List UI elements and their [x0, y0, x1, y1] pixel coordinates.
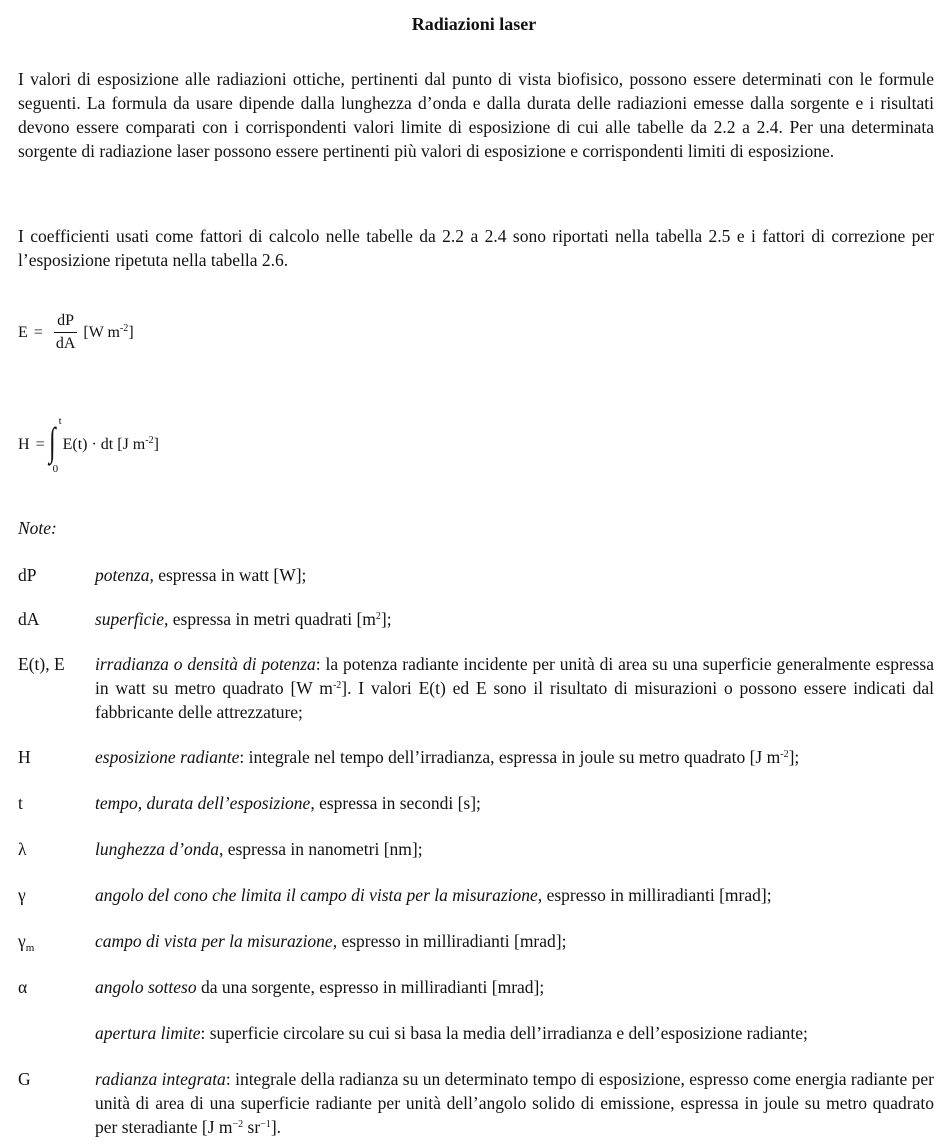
irradiance-formula [18, 312, 134, 353]
formula-h-lhs: H [18, 436, 30, 453]
note-symbol: G [18, 1069, 31, 1089]
note-item-aperture [18, 1021, 934, 1045]
note-item-da [18, 607, 934, 631]
formula-h-body: E(t) · dt [J $m^{-2}$] [62, 435, 159, 453]
note-definition: superficie, espressa in metri quadrati $[m^2]$; [95, 609, 392, 629]
note-definition: tempo, durata dell’esposizione, espressa in secondi [s]; [95, 793, 481, 813]
note-item-alpha [18, 975, 934, 999]
note-symbol: α [18, 977, 28, 997]
document-title: Radiazioni laser [411, 14, 537, 34]
note-item-irradiance [18, 652, 934, 724]
notes-label: Note: [18, 518, 57, 538]
note-item-gamma-m [18, 929, 934, 953]
formula-e-lhs: E [18, 323, 28, 341]
note-item-h [18, 745, 934, 769]
note-item-lambda [18, 837, 934, 861]
note-item-gamma [18, 883, 934, 907]
integral-sign: t ∫ 0 [48, 415, 62, 475]
note-symbol: H [18, 747, 31, 767]
note-symbol: E(t), E [18, 654, 65, 674]
formula-e-numerator: dP [54, 312, 77, 333]
note-item-dp [18, 563, 934, 587]
formula-h-equals: = [35, 436, 45, 453]
note-symbol: t [18, 793, 23, 813]
note-definition: radianza integrata: integrale della radianza su un determinato tempo di esposizione, espresso come energia radiante per unità di area di una superficie radiante per unità dell’angolo solido di emissione, espressa in joule su metro quadrato per steradiante [J $m^{-2}$ $sr^{-1}$]. [95, 1069, 934, 1137]
formula-e-denominator: dA [55, 335, 76, 352]
note-definition: apertura limite: superficie circolare su cui si basa la media dell’irradianza e dell’esposizione radiante; [95, 1023, 808, 1043]
formula-e-equals: = [33, 323, 43, 341]
formula-e-fraction [53, 312, 79, 353]
note-symbol: λ [18, 839, 27, 859]
note-definition: lunghezza d’onda, espressa in nanometri [nm]; [95, 839, 423, 859]
note-item-g [18, 1067, 934, 1139]
note-definition: esposizione radiante: integrale nel tempo dell’irradianza, espressa in joule su metro quadrato [J $m^{-2}$]; [95, 747, 800, 767]
note-symbol: γ [18, 885, 26, 905]
formula-e-unit: [W $m^{-2}$] [83, 322, 134, 341]
radiant-exposure-formula [18, 416, 159, 474]
note-symbol: dP [18, 565, 37, 585]
integral-upper-limit: t [58, 415, 62, 427]
intro-paragraph: I valori di esposizione alle radiazioni ottiche, pertinenti dal punto di vista biofisico, possono essere determinati con le formule seguenti. La formula da usare dipende dalla lunghezza d’onda e dalla durata delle radiazioni emesse dalla sorgente e i risultati devono essere comparati con i corrispondenti valori limite di esposizione di cui alle tabelle da 2.2 a 2.4. Per una determinata sorgente di radiazione laser possono essere pertinenti più valori di esposizione e corrispondenti limiti di esposizione. [18, 69, 934, 161]
note-symbol: dA [18, 609, 40, 629]
note-definition: angolo sotteso da una sorgente, espresso in milliradianti [mrad]; [95, 977, 545, 997]
note-definition: angolo del cono che limita il campo di vista per la misurazione, espresso in milliradianti [mrad]; [95, 885, 772, 905]
note-definition: potenza, espressa in watt [W]; [95, 565, 307, 585]
coefficients-paragraph: I coefficienti usati come fattori di calcolo nelle tabelle da 2.2 a 2.4 sono riportati nella tabella 2.5 e i fattori di correzione per l’esposizione ripetuta nella tabella 2.6. [18, 226, 934, 270]
note-definition: irradianza o densità di potenza: la potenza radiante incidente per unità di area su una superficie generalmente espressa in watt su metro quadrato [W $m^{-2}$]. I valori E(t) ed E sono il risultato di misurazioni o possono essere indicati dal fabbricante delle attrezzature; [95, 654, 934, 722]
note-item-t [18, 791, 934, 815]
note-definition: campo di vista per la misurazione, espresso in milliradianti [mrad]; [95, 931, 567, 951]
note-symbol: $\gamma_m$ [18, 931, 35, 954]
integral-lower-limit: 0 [52, 463, 59, 475]
